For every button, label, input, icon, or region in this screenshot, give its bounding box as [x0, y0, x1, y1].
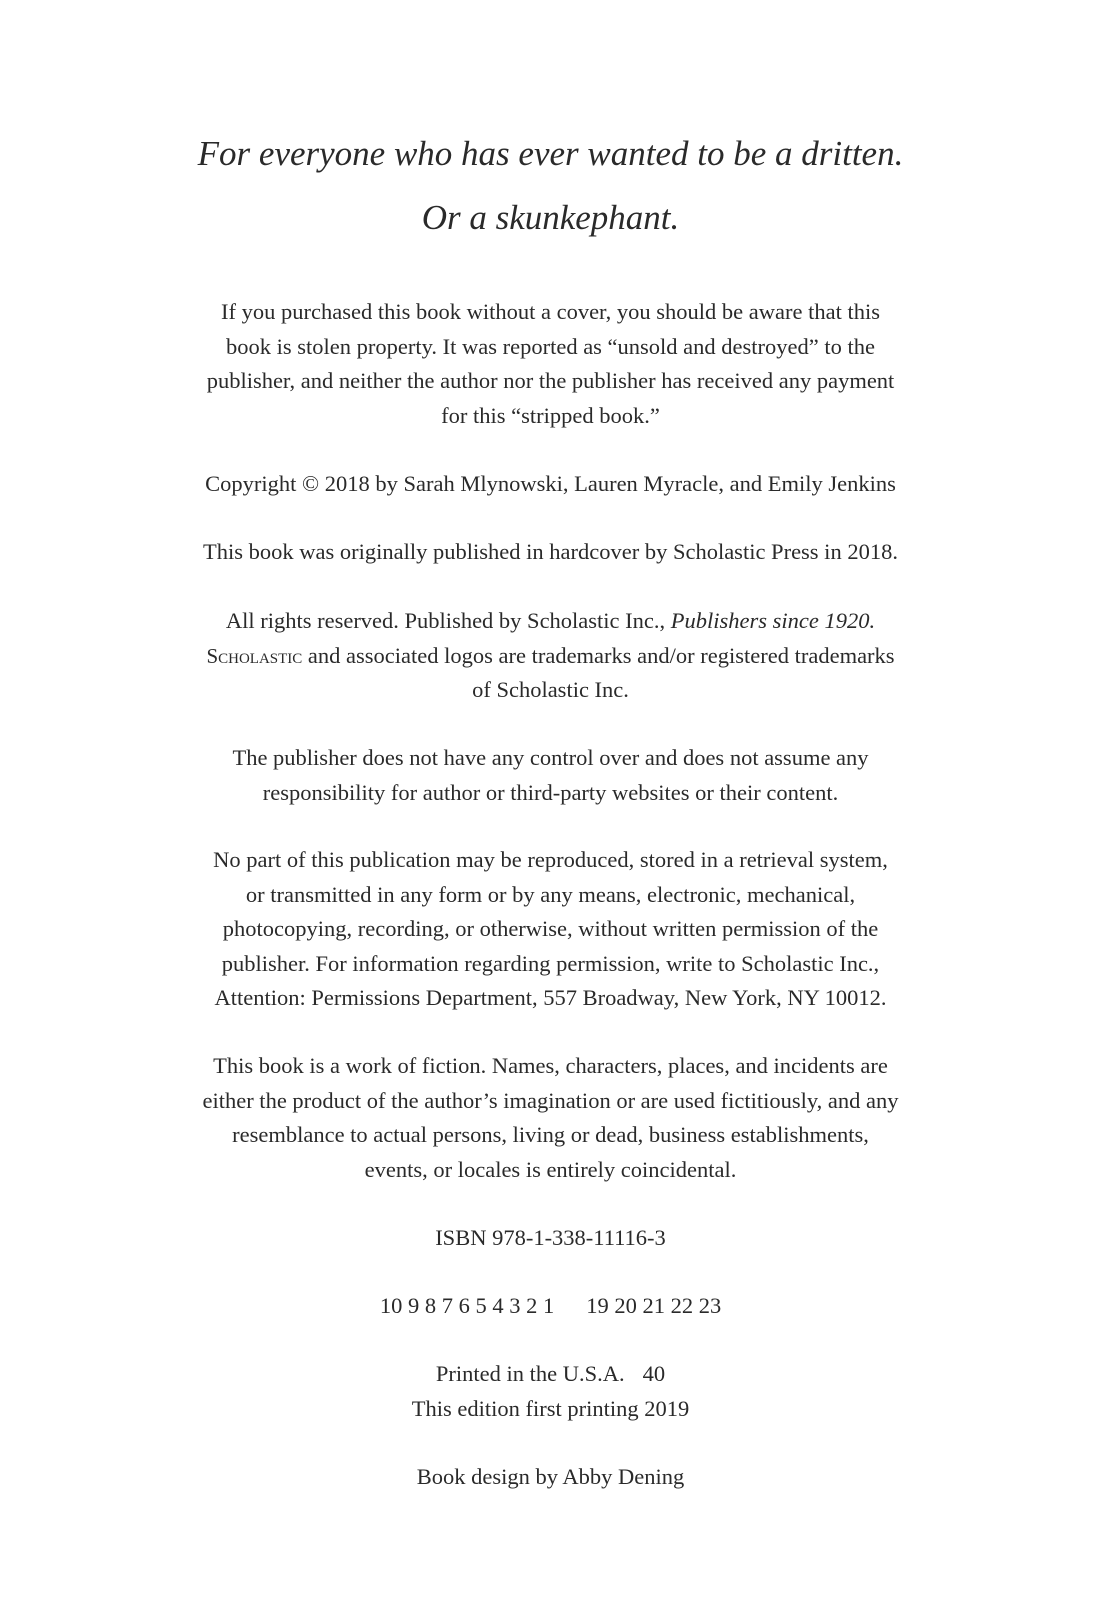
dedication-line-2: Or a skunkephant. — [421, 198, 680, 237]
dedication-line-1: For everyone who has ever wanted to be a dritten. — [197, 134, 904, 173]
printing-info — [0, 1357, 1101, 1426]
dedication — [0, 122, 1101, 250]
printing-line — [0, 1289, 1101, 1324]
printing-years: 19 20 21 22 23 — [586, 1293, 722, 1318]
isbn: ISBN 978-1-338-11116-3 — [435, 1225, 666, 1250]
printing-numbers: 10 9 8 7 6 5 4 3 2 1 — [379, 1293, 555, 1318]
reproduction-notice-line: No part of this publication may be reproduced, stored in a retrieval system, — [213, 847, 888, 872]
stripped-notice-line: for this “stripped book.” — [441, 402, 660, 428]
fiction-notice-line: either the product of the author’s imagination or are used fictitiously, and any — [202, 1087, 899, 1113]
rights-line-2 — [0, 639, 1101, 674]
reproduction-notice-line: photocopying, recording, or otherwise, without written permission of the — [222, 916, 879, 941]
copyright-line: Copyright © 2018 by Sarah Mlynowski, Lauren Myracle, and Emily Jenkins — [205, 471, 896, 496]
stripped-notice-line: book is stolen property. It was reported as “unsold and destroyed” to the — [225, 333, 875, 359]
original-publication-line: This book was originally published in hardcover by Scholastic Press in 2018. — [203, 539, 898, 564]
stripped-notice-line: publisher, and neither the author nor the publisher has received any payment — [206, 368, 895, 393]
control-notice-line: responsibility for author or third-party websites or their content. — [262, 779, 839, 805]
reproduction-notice-line: publisher. For information regarding permission, write to Scholastic Inc., — [221, 950, 880, 976]
edition-line: This edition first printing 2019 — [411, 1395, 690, 1421]
publisher-control-notice — [0, 741, 1101, 810]
fiction-notice-line: events, or locales is entirely coincidental. — [364, 1156, 737, 1182]
stripped-book-notice — [0, 295, 1101, 433]
rights-line-1 — [0, 604, 1101, 639]
publisher-tagline: Publishers since 1920. — [670, 608, 876, 633]
printed-country: Printed in the U.S.A. — [435, 1361, 625, 1386]
reproduction-notice-line: or transmitted in any form or by any means, electronic, mechanical, — [245, 881, 856, 907]
rights-line-3: of Scholastic Inc. — [472, 677, 629, 702]
design-credit: Book design by Abby Dening — [416, 1464, 685, 1489]
reproduction-notice-line: Attention: Permissions Department, 557 Broadway, New York, NY 10012. — [214, 985, 887, 1010]
stripped-notice-line: If you purchased this book without a cover, you should be aware that this — [221, 299, 880, 324]
fiction-notice — [0, 1049, 1101, 1187]
rights-line-2-text: and associated logos are trademarks and/or registered trademarks — [302, 642, 895, 668]
scholastic-trademark: Scholastic — [206, 643, 303, 668]
fiction-notice-line: resemblance to actual persons, living or dead, business establishments, — [232, 1122, 869, 1147]
printer-code: 40 — [642, 1361, 666, 1386]
printed-country-line — [0, 1357, 1101, 1392]
control-notice-line: The publisher does not have any control over and does not assume any — [232, 745, 869, 770]
reproduction-notice — [0, 843, 1101, 1016]
rights-line-1-text: All rights reserved. Published by Scholastic Inc., — [225, 608, 671, 633]
fiction-notice-line: This book is a work of fiction. Names, characters, places, and incidents are — [213, 1053, 888, 1078]
rights-notice — [0, 604, 1101, 708]
